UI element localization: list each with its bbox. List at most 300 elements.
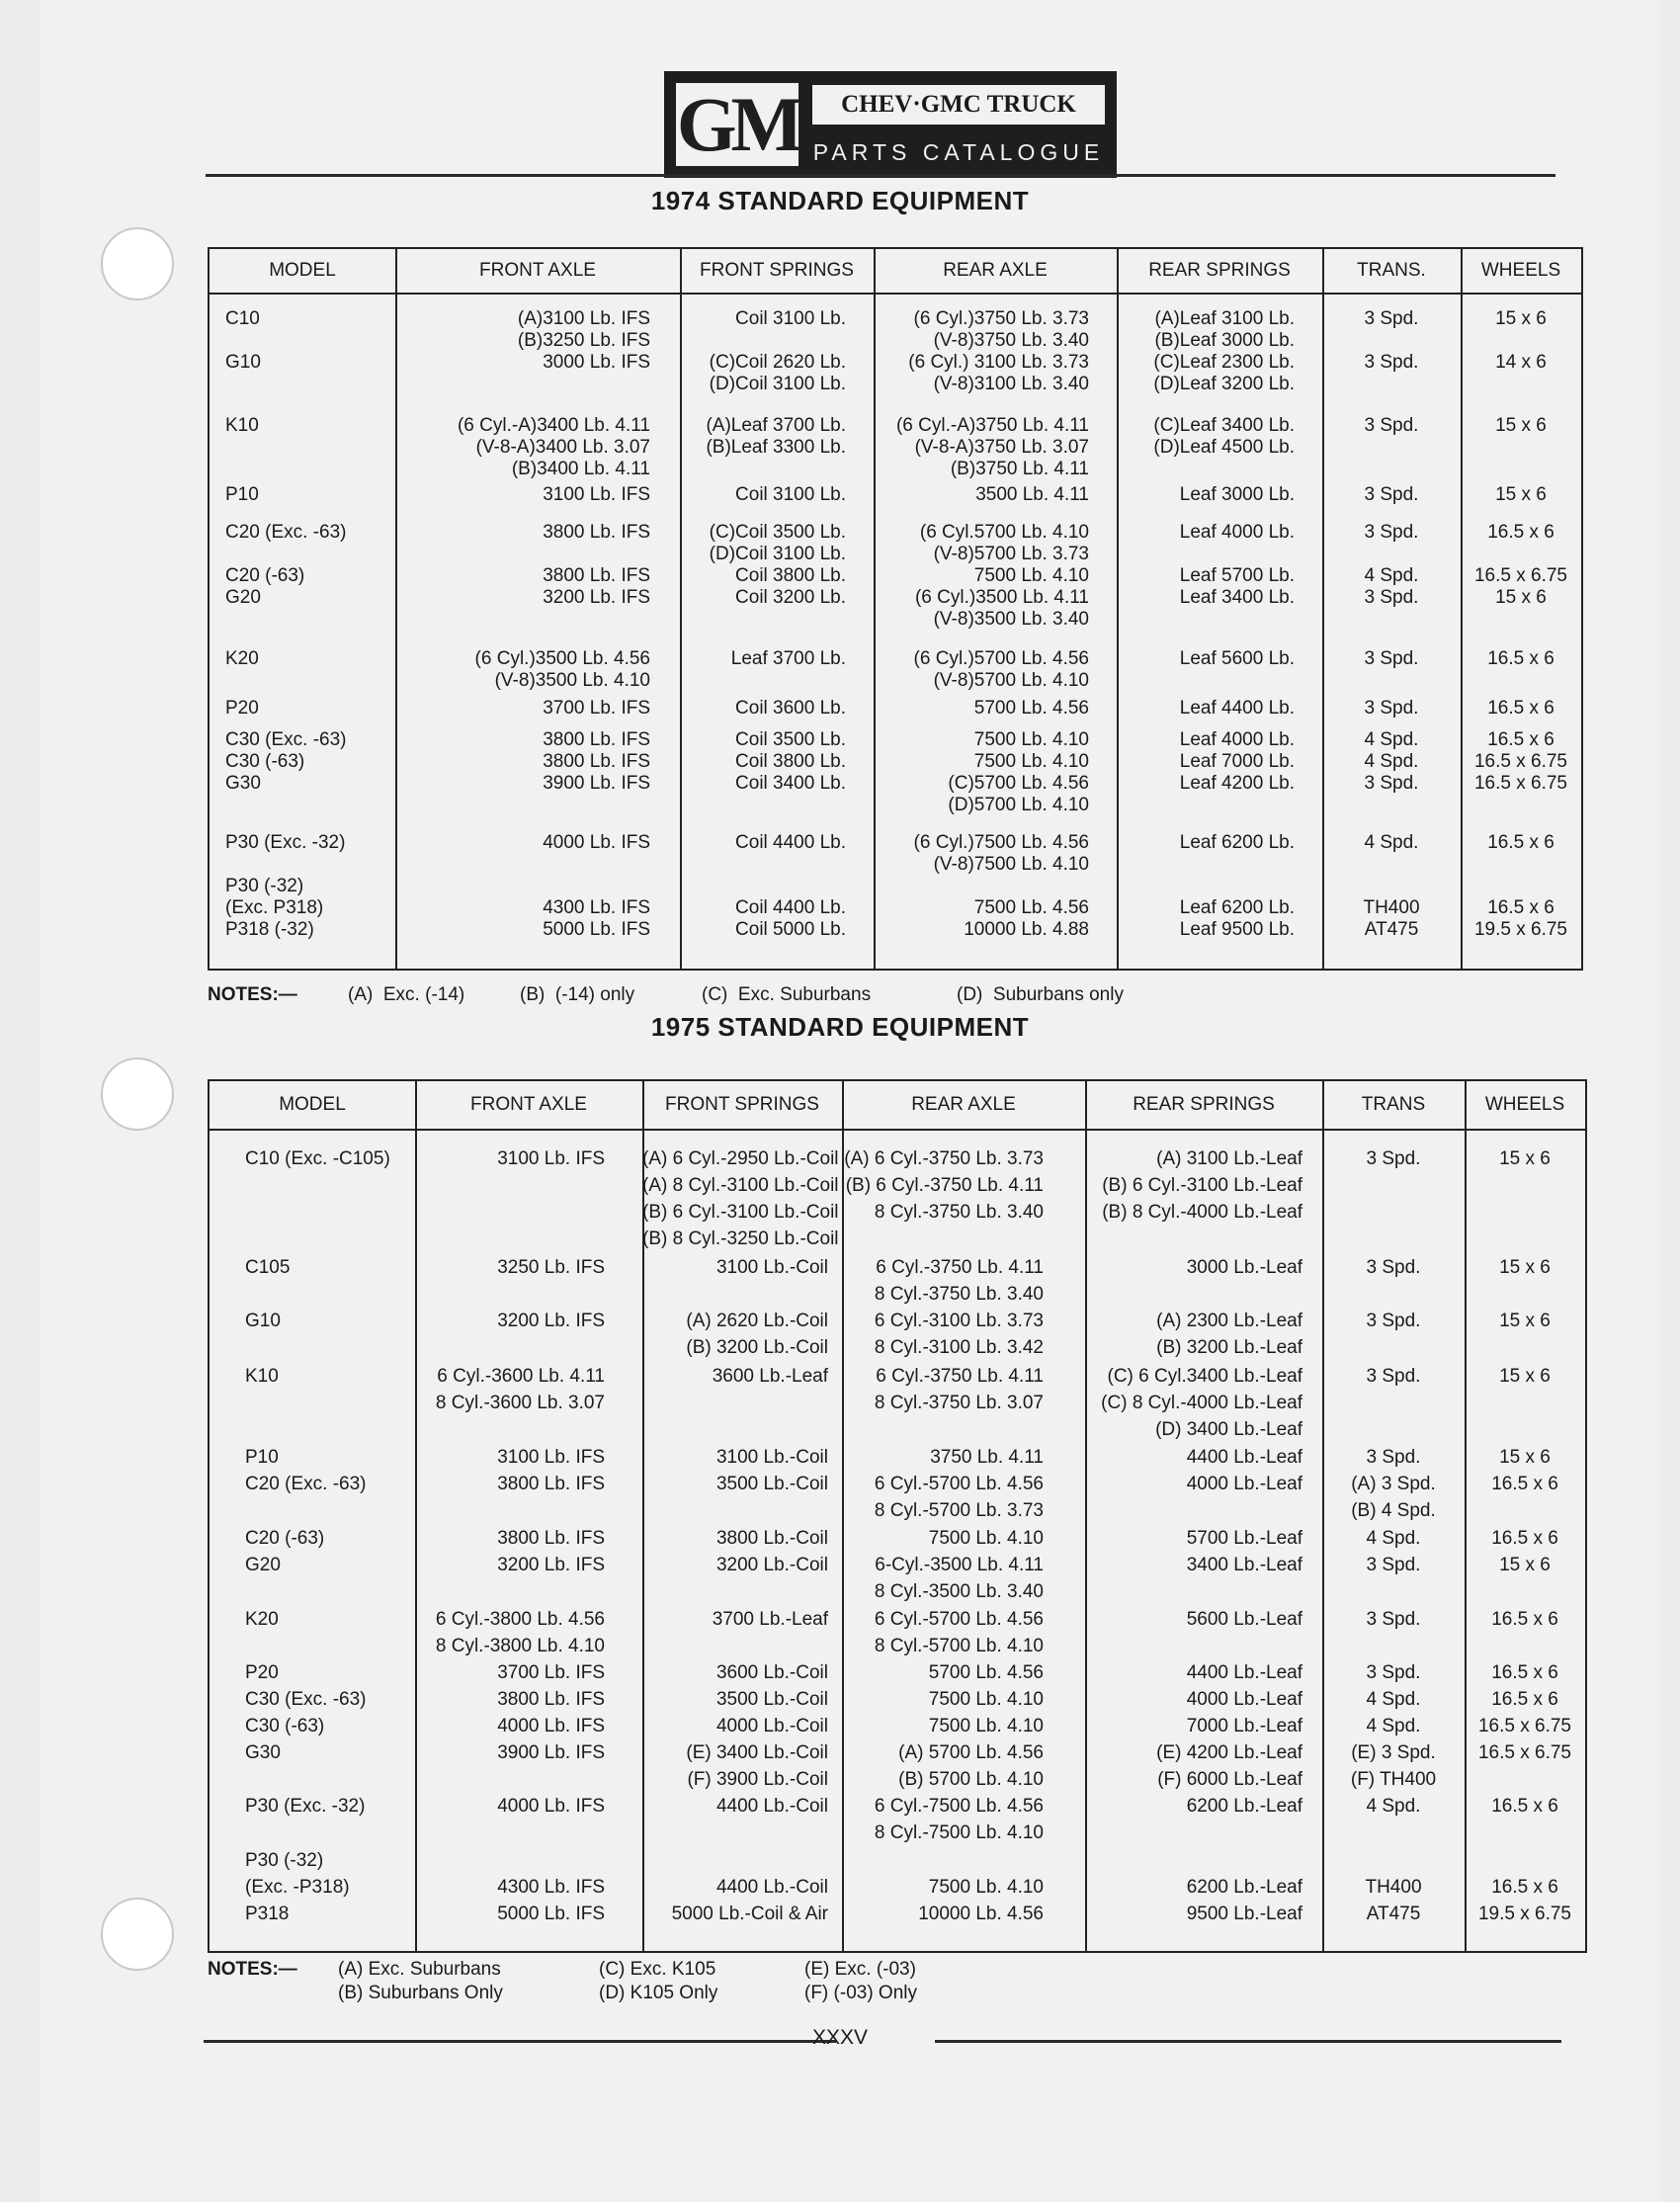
table-cell: Coil 3500 Lb.: [735, 729, 846, 750]
table-row: [210, 1419, 1585, 1443]
table-cell: 7500 Lb. 4.10: [973, 729, 1089, 750]
table-cell: 8 Cyl.-3100 Lb. 3.42: [874, 1337, 1044, 1358]
table-cell: Coil 3600 Lb.: [735, 698, 846, 719]
table-cell: (A) 8 Cyl.-3100 Lb.-Coil: [642, 1175, 839, 1196]
table-cell: 7500 Lb. 4.10: [973, 751, 1089, 772]
table-cell: (C)Coil 3500 Lb.: [709, 522, 846, 543]
table-cell: 8 Cyl.-5700 Lb. 3.73: [874, 1500, 1044, 1521]
table-cell: 16.5 x 6: [1487, 729, 1554, 750]
table-cell: (A) 3100 Lb.-Leaf: [1156, 1148, 1302, 1169]
table-row: [210, 1716, 1585, 1739]
table-cell: 5700 Lb.-Leaf: [1186, 1528, 1302, 1549]
table-cell: AT475: [1366, 1904, 1421, 1924]
table-cell: 3800 Lb. IFS: [543, 565, 650, 586]
table-cell: 3900 Lb. IFS: [497, 1742, 605, 1763]
table-cell: P10: [225, 484, 259, 505]
header-row: [210, 1081, 1585, 1131]
table-cell: 16.5 x 6: [1487, 897, 1554, 918]
header-row: [210, 249, 1581, 295]
note-c: (C) Exc. Suburbans: [702, 984, 872, 1005]
table-cell: 3 Spd.: [1366, 1148, 1421, 1169]
table-cell: 7500 Lb. 4.10: [928, 1716, 1044, 1736]
gm-logo: [664, 71, 1117, 178]
table-cell: 3800 Lb.-Coil: [715, 1528, 828, 1549]
column-header: MODEL: [279, 1094, 346, 1115]
table-row: [210, 1850, 1585, 1874]
note-e: (E) Exc. (-03): [804, 1959, 916, 1980]
table-cell: (6 Cyl.) 3100 Lb. 3.73: [908, 352, 1089, 373]
table-cell: (D)Coil 3100 Lb.: [709, 544, 846, 564]
table-cell: Coil 4400 Lb.: [735, 832, 846, 853]
table-cell: 10000 Lb. 4.88: [964, 919, 1089, 940]
table-cell: 4400 Lb.-Leaf: [1186, 1662, 1302, 1683]
table-row: [210, 1796, 1585, 1820]
table-cell: 3200 Lb.-Coil: [715, 1555, 828, 1575]
table-cell: (B)3400 Lb. 4.11: [511, 459, 650, 479]
table-cell: 7500 Lb. 4.10: [928, 1877, 1044, 1898]
table-row: [210, 544, 1581, 565]
table-row: [210, 1877, 1585, 1901]
table-cell: C20 (-63): [245, 1528, 325, 1549]
table-cell: Coil 3800 Lb.: [735, 751, 846, 772]
table-cell: (C)Leaf 2300 Lb.: [1153, 352, 1295, 373]
table-cell: 16.5 x 6: [1491, 1528, 1558, 1549]
table-row: [210, 330, 1581, 352]
table-cell: 3100 Lb.-Coil: [715, 1447, 828, 1468]
table-row: [210, 1393, 1585, 1416]
table-row: [210, 1500, 1585, 1524]
table-cell: 16.5 x 6: [1491, 1877, 1558, 1898]
table-cell: 8 Cyl.-3750 Lb. 3.40: [874, 1284, 1044, 1305]
table-cell: (6 Cyl.-A)3400 Lb. 4.11: [457, 415, 650, 436]
gm-letters: GM: [676, 81, 798, 167]
table-cell: G20: [225, 587, 261, 608]
table-row: [210, 1609, 1585, 1633]
table-cell: (6 Cyl.)5700 Lb. 4.56: [913, 648, 1089, 669]
table-row: [210, 1742, 1585, 1766]
table-cell: Leaf 5700 Lb.: [1179, 565, 1295, 586]
table-cell: 5000 Lb. IFS: [543, 919, 650, 940]
table-cell: (V-8-A)3750 Lb. 3.07: [914, 437, 1089, 458]
table-cell: C10: [225, 308, 260, 329]
table-cell: 3250 Lb. IFS: [497, 1257, 605, 1278]
table-cell: (V-8)3500 Lb. 4.10: [494, 670, 650, 691]
table-cell: 3100 Lb. IFS: [497, 1148, 605, 1169]
table-row: [210, 1528, 1585, 1552]
table-cell: (B)Leaf 3000 Lb.: [1154, 330, 1295, 351]
table-cell: 3100 Lb.-Coil: [715, 1257, 828, 1278]
table-cell: P30 (Exc. -32): [245, 1796, 366, 1817]
table-cell: (C)Leaf 3400 Lb.: [1153, 415, 1295, 436]
binder-hole: [101, 1898, 174, 1971]
note-d: (D) Suburbans only: [957, 984, 1124, 1005]
table-cell: AT475: [1364, 919, 1419, 940]
table-1974: [208, 247, 1583, 971]
table-cell: 16.5 x 6.75: [1473, 751, 1568, 772]
table-cell: 3800 Lb. IFS: [543, 751, 650, 772]
table-cell: 4300 Lb. IFS: [543, 897, 650, 918]
table-cell: (D) 3400 Lb.-Leaf: [1155, 1419, 1302, 1440]
table-cell: 4400 Lb.-Coil: [715, 1796, 828, 1817]
table-cell: 3700 Lb. IFS: [497, 1662, 605, 1683]
table-cell: P30 (-32): [225, 876, 304, 896]
table-row: [210, 751, 1581, 773]
table-row: [210, 1904, 1585, 1927]
table-cell: Coil 3200 Lb.: [735, 587, 846, 608]
table-row: [210, 1311, 1585, 1334]
table-row: [210, 437, 1581, 459]
table-row: [210, 1555, 1585, 1578]
table-cell: (D)Coil 3100 Lb.: [709, 374, 846, 394]
table-cell: (V-8)3750 Lb. 3.40: [933, 330, 1089, 351]
column-header: FRONT AXLE: [479, 260, 596, 281]
note-a: (A) Exc. Suburbans: [338, 1959, 501, 1980]
table-row: [210, 729, 1581, 751]
table-cell: Leaf 3400 Lb.: [1179, 587, 1295, 608]
table-cell: (V-8)3500 Lb. 3.40: [933, 609, 1089, 630]
table-cell: Coil 3100 Lb.: [735, 308, 846, 329]
table-cell: Leaf 3700 Lb.: [730, 648, 846, 669]
column-header: MODEL: [269, 260, 336, 281]
binder-hole: [101, 227, 174, 300]
table-cell: 8 Cyl.-3600 Lb. 3.07: [435, 1393, 605, 1413]
table-cell: 3600 Lb.-Coil: [715, 1662, 828, 1683]
column-header: FRONT SPRINGS: [665, 1094, 819, 1115]
table-cell: 3100 Lb. IFS: [497, 1447, 605, 1468]
table-cell: 4000 Lb.-Coil: [715, 1716, 828, 1736]
table-cell: 4000 Lb.-Leaf: [1186, 1689, 1302, 1710]
table-row: [210, 1337, 1585, 1361]
table-cell: 3 Spd.: [1366, 1662, 1421, 1683]
table-cell: 3100 Lb. IFS: [543, 484, 650, 505]
table-cell: 3 Spd.: [1364, 352, 1419, 373]
table-1975: [208, 1079, 1587, 1953]
table-cell: Coil 3100 Lb.: [735, 484, 846, 505]
table-cell: (A) 5700 Lb. 4.56: [898, 1742, 1044, 1763]
table-cell: 3200 Lb. IFS: [497, 1555, 605, 1575]
table-cell: Leaf 4000 Lb.: [1179, 729, 1295, 750]
table-cell: 8 Cyl.-3500 Lb. 3.40: [874, 1581, 1044, 1602]
table-row: [210, 854, 1581, 876]
table-row: [210, 1822, 1585, 1846]
table-cell: 3 Spd.: [1364, 698, 1419, 719]
column-header: TRANS: [1361, 1094, 1426, 1115]
table-cell: Leaf 4200 Lb.: [1179, 773, 1295, 794]
table-cell: Coil 5000 Lb.: [735, 919, 846, 940]
table-cell: 6 Cyl.-3800 Lb. 4.56: [435, 1609, 605, 1630]
note-c: (C) Exc. K105: [599, 1959, 716, 1980]
table-row: [210, 459, 1581, 480]
table-cell: 6 Cyl.-3750 Lb. 4.11: [876, 1366, 1044, 1387]
notes-1975: [208, 1959, 1492, 2014]
table-cell: C30 (Exc. -63): [245, 1689, 367, 1710]
table-cell: 5700 Lb. 4.56: [928, 1662, 1044, 1683]
table-cell: 16.5 x 6: [1491, 1662, 1558, 1683]
catalogue-label: PARTS CATALOGUE: [812, 138, 1105, 165]
brand-name: CHEV·GMC TRUCK: [812, 85, 1105, 125]
table-cell: (A) 6 Cyl.-3750 Lb. 3.73: [844, 1148, 1044, 1169]
table-cell: 3 Spd.: [1366, 1311, 1421, 1331]
table-cell: 3700 Lb.-Leaf: [712, 1609, 828, 1630]
table-cell: C30 (-63): [245, 1716, 325, 1736]
table-cell: 16.5 x 6: [1487, 698, 1554, 719]
table-cell: (A) 2300 Lb.-Leaf: [1156, 1311, 1302, 1331]
table-cell: 6200 Lb.-Leaf: [1186, 1877, 1302, 1898]
table-cell: 6 Cyl.-3750 Lb. 4.11: [876, 1257, 1044, 1278]
table-row: [210, 698, 1581, 720]
table-row: [210, 773, 1581, 795]
table-row: [210, 522, 1581, 544]
footer-rule-right: [935, 2040, 1561, 2043]
table-cell: 15 x 6: [1499, 1257, 1551, 1278]
table-cell: 3 Spd.: [1366, 1447, 1421, 1468]
table-cell: 4 Spd.: [1366, 1528, 1421, 1549]
table-cell: (B) 6 Cyl.-3100 Lb.-Coil: [642, 1202, 839, 1223]
table-cell: K10: [225, 415, 259, 436]
note-b: (B) Suburbans Only: [338, 1983, 503, 2003]
table-cell: 5000 Lb.-Coil & Air: [671, 1904, 828, 1924]
table-cell: (6 Cyl.5700 Lb. 4.10: [919, 522, 1089, 543]
table-row: [210, 897, 1581, 919]
table-cell: (C) 8 Cyl.-4000 Lb.-Leaf: [1101, 1393, 1302, 1413]
table-cell: Coil 3800 Lb.: [735, 565, 846, 586]
column-header: REAR AXLE: [943, 260, 1048, 281]
table-cell: 8 Cyl.-7500 Lb. 4.10: [874, 1822, 1044, 1843]
table-cell: 3200 Lb. IFS: [497, 1311, 605, 1331]
table-cell: 4000 Lb. IFS: [497, 1716, 605, 1736]
table-row: [210, 1202, 1585, 1226]
note-d: (D) K105 Only: [599, 1983, 718, 2003]
table-cell: (B) 8 Cyl.-3250 Lb.-Coil: [642, 1228, 839, 1249]
table-cell: 3800 Lb. IFS: [497, 1474, 605, 1494]
table-cell: 8 Cyl.-3750 Lb. 3.07: [874, 1393, 1044, 1413]
table-cell: 4000 Lb. IFS: [497, 1796, 605, 1817]
table-cell: (E) 3 Spd.: [1351, 1742, 1436, 1763]
table-cell: (A)Leaf 3100 Lb.: [1154, 308, 1295, 329]
column-header: REAR SPRINGS: [1148, 260, 1291, 281]
note-a: (A) Exc. (-14): [348, 984, 465, 1005]
table-row: [210, 876, 1581, 897]
header-rule: [206, 174, 1555, 177]
table-cell: 3800 Lb. IFS: [497, 1528, 605, 1549]
table-cell: 15 x 6: [1499, 1555, 1551, 1575]
table-cell: 3 Spd.: [1366, 1555, 1421, 1575]
table-cell: P30 (Exc. -32): [225, 832, 346, 853]
table-cell: 3500 Lb. 4.11: [975, 484, 1089, 505]
table-row: [210, 1148, 1585, 1172]
table-cell: C105: [245, 1257, 291, 1278]
table-row: [210, 484, 1581, 506]
table-cell: (B)3250 Lb. IFS: [517, 330, 650, 351]
table-cell: P318 (-32): [225, 919, 314, 940]
table-cell: 10000 Lb. 4.56: [918, 1904, 1044, 1924]
table-row: [210, 1228, 1585, 1252]
table-cell: (D)5700 Lb. 4.10: [948, 795, 1089, 815]
table-cell: P20: [225, 698, 259, 719]
table-cell: 3 Spd.: [1364, 587, 1419, 608]
table-row: [210, 565, 1581, 587]
table-cell: C30 (Exc. -63): [225, 729, 347, 750]
table-cell: 3200 Lb. IFS: [543, 587, 650, 608]
table-cell: 8 Cyl.-3750 Lb. 3.40: [874, 1202, 1044, 1223]
table-cell: C20 (Exc. -63): [245, 1474, 367, 1494]
table-row: [210, 1284, 1585, 1308]
table-cell: 9500 Lb.-Leaf: [1186, 1904, 1302, 1924]
table-cell: (E) 4200 Lb.-Leaf: [1156, 1742, 1302, 1763]
table-cell: 6 Cyl.-3100 Lb. 3.73: [874, 1311, 1044, 1331]
table-cell: 15 x 6: [1495, 308, 1547, 329]
table-cell: 16.5 x 6: [1491, 1796, 1558, 1817]
table-cell: (6 Cyl.)3750 Lb. 3.73: [913, 308, 1089, 329]
table-cell: (Exc. P318): [225, 897, 324, 918]
table-cell: Coil 3400 Lb.: [735, 773, 846, 794]
table-cell: 16.5 x 6: [1487, 648, 1554, 669]
table-cell: 4 Spd.: [1366, 1796, 1421, 1817]
table-cell: (A)3100 Lb. IFS: [517, 308, 650, 329]
table-cell: 5600 Lb.-Leaf: [1186, 1609, 1302, 1630]
table-cell: (V-8-A)3400 Lb. 3.07: [475, 437, 650, 458]
table-cell: C10 (Exc. -C105): [245, 1148, 390, 1169]
table-row: [210, 1447, 1585, 1471]
table-row: [210, 374, 1581, 395]
table-cell: 3800 Lb. IFS: [543, 729, 650, 750]
table-cell: 7500 Lb. 4.10: [928, 1689, 1044, 1710]
table-cell: P20: [245, 1662, 279, 1683]
table-row: [210, 1474, 1585, 1497]
table-cell: G10: [245, 1311, 281, 1331]
table-cell: (C)Coil 2620 Lb.: [709, 352, 846, 373]
table-row: [210, 1175, 1585, 1199]
table-cell: 4000 Lb.-Leaf: [1186, 1474, 1302, 1494]
table-cell: (E) 3400 Lb.-Coil: [686, 1742, 828, 1763]
table-cell: 15 x 6: [1495, 484, 1547, 505]
table-cell: P10: [245, 1447, 279, 1468]
table-cell: 16.5 x 6: [1491, 1609, 1558, 1630]
table-cell: G10: [225, 352, 261, 373]
table-cell: 16.5 x 6.75: [1473, 773, 1568, 794]
table-cell: (F) TH400: [1350, 1769, 1437, 1790]
table-cell: 16.5 x 6: [1491, 1689, 1558, 1710]
table-cell: 3500 Lb.-Coil: [715, 1689, 828, 1710]
table-cell: G20: [245, 1555, 281, 1575]
table-cell: (B) 3200 Lb.-Leaf: [1156, 1337, 1302, 1358]
table-cell: Leaf 6200 Lb.: [1179, 897, 1295, 918]
table-cell: 4000 Lb. IFS: [543, 832, 650, 853]
table-cell: 6200 Lb.-Leaf: [1186, 1796, 1302, 1817]
table-cell: 3400 Lb.-Leaf: [1186, 1555, 1302, 1575]
table-cell: (B) 3200 Lb.-Coil: [686, 1337, 828, 1358]
table-cell: 8 Cyl.-5700 Lb. 4.10: [874, 1636, 1044, 1656]
table-cell: Leaf 3000 Lb.: [1179, 484, 1295, 505]
column-header: FRONT AXLE: [470, 1094, 587, 1115]
table-row: [210, 648, 1581, 670]
table-cell: 19.5 x 6.75: [1473, 919, 1568, 940]
table-row: [210, 1662, 1585, 1686]
table-cell: 7500 Lb. 4.56: [973, 897, 1089, 918]
table-cell: (6 Cyl.-A)3750 Lb. 4.11: [895, 415, 1089, 436]
table-cell: 3 Spd.: [1364, 415, 1419, 436]
table-cell: 3 Spd.: [1364, 522, 1419, 543]
table-cell: 16.5 x 6.75: [1477, 1742, 1572, 1763]
table-cell: (V-8)3100 Lb. 3.40: [933, 374, 1089, 394]
table-cell: 4 Spd.: [1364, 832, 1419, 853]
notes-label: NOTES:—: [208, 1959, 297, 1980]
table-cell: 15 x 6: [1499, 1311, 1551, 1331]
table-row: [210, 919, 1581, 941]
column-header: WHEELS: [1484, 1094, 1565, 1115]
table-cell: (B)Leaf 3300 Lb.: [706, 437, 846, 458]
table-cell: Leaf 7000 Lb.: [1179, 751, 1295, 772]
table-cell: 3 Spd.: [1364, 484, 1419, 505]
table-cell: 7500 Lb. 4.10: [928, 1528, 1044, 1549]
table-cell: Leaf 5600 Lb.: [1179, 648, 1295, 669]
table-row: [210, 832, 1581, 854]
note-b: (B) (-14) only: [520, 984, 635, 1005]
table-cell: K20: [245, 1609, 279, 1630]
table-row: [210, 1366, 1585, 1390]
table-row: [210, 308, 1581, 330]
table-cell: C20 (Exc. -63): [225, 522, 347, 543]
table-cell: 16.5 x 6: [1487, 832, 1554, 853]
table-cell: 6 Cyl.-5700 Lb. 4.56: [874, 1609, 1044, 1630]
table-cell: 3 Spd.: [1364, 308, 1419, 329]
table-cell: 15 x 6: [1495, 415, 1547, 436]
table-cell: 4 Spd.: [1366, 1716, 1421, 1736]
table-cell: G30: [225, 773, 261, 794]
table-cell: P30 (-32): [245, 1850, 324, 1871]
table-cell: (A) 2620 Lb.-Coil: [686, 1311, 828, 1331]
table-cell: (B) 6 Cyl.-3750 Lb. 4.11: [845, 1175, 1044, 1196]
notes-label: NOTES:—: [208, 984, 297, 1005]
table-cell: G30: [245, 1742, 281, 1763]
table-cell: 6-Cyl.-3500 Lb. 4.11: [875, 1555, 1044, 1575]
table-cell: 3 Spd.: [1364, 773, 1419, 794]
table-row: [210, 352, 1581, 374]
table-row: [210, 795, 1581, 816]
table-cell: K10: [245, 1366, 279, 1387]
table-cell: C30 (-63): [225, 751, 305, 772]
table-cell: (A) 3 Spd.: [1351, 1474, 1436, 1494]
title-1974: 1974 STANDARD EQUIPMENT: [650, 186, 1030, 215]
table-cell: 3800 Lb. IFS: [543, 522, 650, 543]
table-cell: 3 Spd.: [1366, 1609, 1421, 1630]
table-cell: 3000 Lb. IFS: [543, 352, 650, 373]
table-row: [210, 1769, 1585, 1793]
table-cell: 3800 Lb. IFS: [497, 1689, 605, 1710]
table-cell: 5700 Lb. 4.56: [973, 698, 1089, 719]
table-cell: (F) 6000 Lb.-Leaf: [1157, 1769, 1302, 1790]
table-cell: 15 x 6: [1495, 587, 1547, 608]
notes-1974: [208, 984, 1492, 1012]
table-cell: 3900 Lb. IFS: [543, 773, 650, 794]
table-cell: (V-8)5700 Lb. 4.10: [933, 670, 1089, 691]
table-cell: Coil 4400 Lb.: [735, 897, 846, 918]
table-cell: (6 Cyl.)7500 Lb. 4.56: [913, 832, 1089, 853]
table-cell: (V-8)5700 Lb. 3.73: [933, 544, 1089, 564]
table-cell: (B) 5700 Lb. 4.10: [898, 1769, 1044, 1790]
table-cell: 5000 Lb. IFS: [497, 1904, 605, 1924]
table-cell: (Exc. -P318): [245, 1877, 350, 1898]
table-cell: (A)Leaf 3700 Lb.: [706, 415, 846, 436]
column-header: REAR AXLE: [911, 1094, 1016, 1115]
table-cell: (D)Leaf 3200 Lb.: [1153, 374, 1295, 394]
table-cell: 8 Cyl.-3800 Lb. 4.10: [435, 1636, 605, 1656]
page-number: XXXV: [811, 2026, 869, 2049]
table-cell: (F) 3900 Lb.-Coil: [687, 1769, 828, 1790]
title-1975: 1975 STANDARD EQUIPMENT: [650, 1012, 1030, 1042]
table-cell: (B) 4 Spd.: [1351, 1500, 1436, 1521]
table-cell: Leaf 4000 Lb.: [1179, 522, 1295, 543]
